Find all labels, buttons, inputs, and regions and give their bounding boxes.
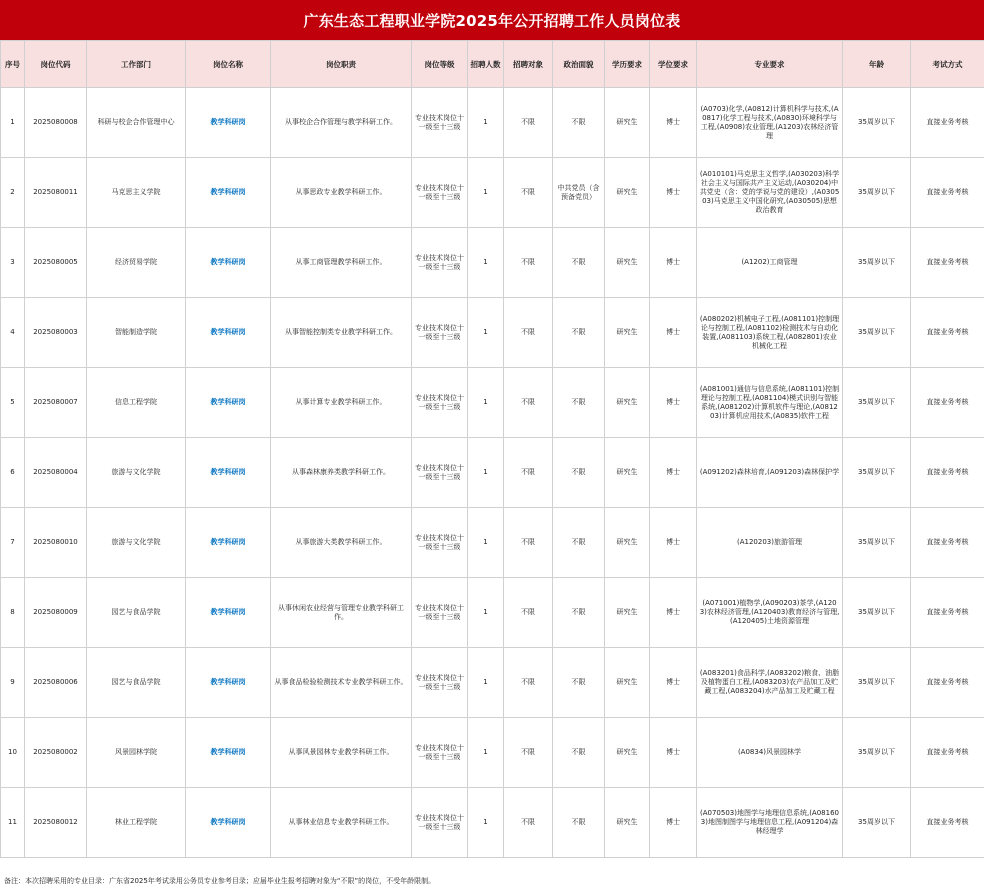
cell-exam: 直接业务考核 (911, 648, 984, 718)
cell-target: 不限 (504, 158, 553, 228)
cell-age: 35周岁以下 (843, 158, 911, 228)
header-name: 岗位名称 (186, 41, 271, 88)
cell-edu: 研究生 (605, 158, 650, 228)
cell-code: 2025080006 (25, 648, 87, 718)
table-row (1, 298, 984, 368)
cell-position-name: 教学科研岗 (186, 298, 271, 368)
cell-age: 35周岁以下 (843, 368, 911, 438)
cell-degree: 博士 (650, 438, 697, 508)
cell-age: 35周岁以下 (843, 578, 911, 648)
cell-exam: 直接业务考核 (911, 508, 984, 578)
cell-code: 2025080012 (25, 788, 87, 858)
cell-exam: 直接业务考核 (911, 298, 984, 368)
cell-major: (A0834)风景园林学 (697, 718, 843, 788)
header-politics: 政治面貌 (553, 41, 605, 88)
cell-no: 10 (1, 718, 25, 788)
cell-position-name: 教学科研岗 (186, 88, 271, 158)
table-row (1, 438, 984, 508)
table-row (1, 88, 984, 158)
cell-dept: 智能制造学院 (87, 298, 186, 368)
cell-level: 专业技术岗位十一级至十三级 (412, 368, 468, 438)
cell-dept: 旅游与文化学院 (87, 438, 186, 508)
header-level: 岗位等级 (412, 41, 468, 88)
cell-duty: 从事风景园林专业教学科研工作。 (271, 718, 412, 788)
cell-level: 专业技术岗位十一级至十三级 (412, 88, 468, 158)
cell-level: 专业技术岗位十一级至十三级 (412, 298, 468, 368)
cell-position-name: 教学科研岗 (186, 158, 271, 228)
cell-degree: 博士 (650, 158, 697, 228)
cell-level: 专业技术岗位十一级至十三级 (412, 158, 468, 228)
cell-major: (A010101)马克思主义哲学,(A030203)科学社会主义与国际共产主义运动,(A030204)中共党史（含：党的学说与党的建设）,(A030503)马克思主义中国化研究,(A030505)思想政治教育 (697, 158, 843, 228)
cell-duty: 从事计算专业教学科研工作。 (271, 368, 412, 438)
cell-position-name: 教学科研岗 (186, 438, 271, 508)
cell-dept: 园艺与食品学院 (87, 648, 186, 718)
cell-dept: 信息工程学院 (87, 368, 186, 438)
table-row (1, 578, 984, 648)
header-dept: 工作部门 (87, 41, 186, 88)
footnote: 备注：本次招聘采用的专业目录：广东省2025年考试录用公务员专业参考目录；应届毕业生报考招聘对象为“不限”的岗位，不受年龄限制。 (4, 877, 436, 885)
cell-edu: 研究生 (605, 578, 650, 648)
cell-code: 2025080003 (25, 298, 87, 368)
cell-code: 2025080009 (25, 578, 87, 648)
cell-major: (A080202)机械电子工程,(A081101)控制理论与控制工程,(A081102)检测技术与自动化装置,(A081103)系统工程,(A082801)农业机械化工程 (697, 298, 843, 368)
cell-level: 专业技术岗位十一级至十三级 (412, 228, 468, 298)
cell-target: 不限 (504, 228, 553, 298)
cell-count: 1 (468, 438, 504, 508)
cell-age: 35周岁以下 (843, 298, 911, 368)
cell-count: 1 (468, 718, 504, 788)
cell-exam: 直接业务考核 (911, 578, 984, 648)
header-row (1, 41, 984, 88)
header-target: 招聘对象 (504, 41, 553, 88)
cell-target: 不限 (504, 788, 553, 858)
cell-degree: 博士 (650, 88, 697, 158)
cell-exam: 直接业务考核 (911, 158, 984, 228)
cell-major: (A081001)通信与信息系统,(A081101)控制理论与控制工程,(A081104)模式识别与智能系统,(A081202)计算机软件与理论,(A081203)计算机应用技术,(A0835)软件工程 (697, 368, 843, 438)
cell-count: 1 (468, 508, 504, 578)
cell-major: (A0703)化学,(A0812)计算机科学与技术,(A0817)化学工程与技术,(A0830)环境科学与工程,(A0908)农业管理,(A1203)农林经济管理 (697, 88, 843, 158)
cell-politics: 不限 (553, 298, 605, 368)
cell-exam: 直接业务考核 (911, 718, 984, 788)
table-row (1, 718, 984, 788)
cell-code: 2025080005 (25, 228, 87, 298)
cell-degree: 博士 (650, 298, 697, 368)
cell-exam: 直接业务考核 (911, 788, 984, 858)
cell-duty: 从事校企合作管理与教学科研工作。 (271, 88, 412, 158)
cell-exam: 直接业务考核 (911, 228, 984, 298)
cell-age: 35周岁以下 (843, 508, 911, 578)
cell-no: 3 (1, 228, 25, 298)
table-row (1, 508, 984, 578)
cell-target: 不限 (504, 508, 553, 578)
cell-age: 35周岁以下 (843, 718, 911, 788)
cell-age: 35周岁以下 (843, 228, 911, 298)
cell-politics: 中共党员（含预备党员） (553, 158, 605, 228)
cell-degree: 博士 (650, 648, 697, 718)
cell-no: 9 (1, 648, 25, 718)
cell-degree: 博士 (650, 578, 697, 648)
cell-no: 6 (1, 438, 25, 508)
cell-target: 不限 (504, 718, 553, 788)
cell-count: 1 (468, 788, 504, 858)
cell-duty: 从事工商管理教学科研工作。 (271, 228, 412, 298)
cell-position-name: 教学科研岗 (186, 648, 271, 718)
cell-exam: 直接业务考核 (911, 438, 984, 508)
table-row (1, 788, 984, 858)
cell-code: 2025080002 (25, 718, 87, 788)
cell-code: 2025080011 (25, 158, 87, 228)
cell-level: 专业技术岗位十一级至十三级 (412, 508, 468, 578)
cell-target: 不限 (504, 368, 553, 438)
recruitment-table-container (0, 40, 984, 858)
cell-position-name: 教学科研岗 (186, 718, 271, 788)
cell-target: 不限 (504, 438, 553, 508)
cell-exam: 直接业务考核 (911, 88, 984, 158)
cell-politics: 不限 (553, 88, 605, 158)
cell-count: 1 (468, 648, 504, 718)
cell-count: 1 (468, 228, 504, 298)
header-no: 序号 (1, 41, 25, 88)
cell-major: (A083201)食品科学,(A083202)粮食、油脂及植物蛋白工程,(A083203)农产品加工及贮藏工程,(A083204)水产品加工及贮藏工程 (697, 648, 843, 718)
cell-edu: 研究生 (605, 788, 650, 858)
cell-no: 11 (1, 788, 25, 858)
cell-dept: 科研与校企合作管理中心 (87, 88, 186, 158)
cell-no: 2 (1, 158, 25, 228)
cell-edu: 研究生 (605, 298, 650, 368)
cell-position-name: 教学科研岗 (186, 788, 271, 858)
cell-degree: 博士 (650, 228, 697, 298)
cell-edu: 研究生 (605, 718, 650, 788)
cell-duty: 从事森林康养类教学科研工作。 (271, 438, 412, 508)
table-row (1, 158, 984, 228)
table-row (1, 648, 984, 718)
cell-politics: 不限 (553, 718, 605, 788)
cell-politics: 不限 (553, 228, 605, 298)
cell-major: (A1202)工商管理 (697, 228, 843, 298)
cell-position-name: 教学科研岗 (186, 578, 271, 648)
cell-degree: 博士 (650, 788, 697, 858)
cell-age: 35周岁以下 (843, 438, 911, 508)
cell-politics: 不限 (553, 578, 605, 648)
header-edu: 学历要求 (605, 41, 650, 88)
cell-count: 1 (468, 298, 504, 368)
cell-no: 7 (1, 508, 25, 578)
table-row (1, 228, 984, 298)
cell-level: 专业技术岗位十一级至十三级 (412, 788, 468, 858)
cell-count: 1 (468, 578, 504, 648)
cell-code: 2025080004 (25, 438, 87, 508)
cell-duty: 从事休闲农业经营与管理专业教学科研工作。 (271, 578, 412, 648)
cell-no: 8 (1, 578, 25, 648)
cell-politics: 不限 (553, 368, 605, 438)
cell-politics: 不限 (553, 648, 605, 718)
cell-no: 1 (1, 88, 25, 158)
header-major: 专业要求 (697, 41, 843, 88)
cell-dept: 林业工程学院 (87, 788, 186, 858)
table-row (1, 368, 984, 438)
cell-edu: 研究生 (605, 648, 650, 718)
cell-major: (A070503)地图学与地理信息系统,(A081603)地图制图学与地理信息工程,(A091204)森林经理学 (697, 788, 843, 858)
cell-target: 不限 (504, 88, 553, 158)
cell-major: (A071001)植物学,(A090203)茶学,(A1203)农林经济管理,(A120403)教育经济与管理,(A120405)土地资源管理 (697, 578, 843, 648)
cell-position-name: 教学科研岗 (186, 228, 271, 298)
header-duty: 岗位职责 (271, 41, 412, 88)
cell-politics: 不限 (553, 508, 605, 578)
cell-level: 专业技术岗位十一级至十三级 (412, 648, 468, 718)
cell-position-name: 教学科研岗 (186, 508, 271, 578)
table-body (1, 88, 984, 858)
recruitment-table (0, 40, 984, 858)
header-code: 岗位代码 (25, 41, 87, 88)
cell-edu: 研究生 (605, 368, 650, 438)
cell-code: 2025080008 (25, 88, 87, 158)
cell-edu: 研究生 (605, 228, 650, 298)
cell-target: 不限 (504, 578, 553, 648)
cell-level: 专业技术岗位十一级至十三级 (412, 438, 468, 508)
cell-count: 1 (468, 158, 504, 228)
cell-dept: 经济贸易学院 (87, 228, 186, 298)
cell-duty: 从事旅游大类教学科研工作。 (271, 508, 412, 578)
cell-no: 4 (1, 298, 25, 368)
cell-code: 2025080007 (25, 368, 87, 438)
cell-level: 专业技术岗位十一级至十三级 (412, 578, 468, 648)
cell-target: 不限 (504, 648, 553, 718)
cell-politics: 不限 (553, 788, 605, 858)
cell-dept: 旅游与文化学院 (87, 508, 186, 578)
cell-duty: 从事林业信息专业教学科研工作。 (271, 788, 412, 858)
cell-edu: 研究生 (605, 438, 650, 508)
cell-politics: 不限 (553, 438, 605, 508)
cell-degree: 博士 (650, 718, 697, 788)
cell-dept: 马克思主义学院 (87, 158, 186, 228)
cell-major: (A091202)森林培育,(A091203)森林保护学 (697, 438, 843, 508)
cell-target: 不限 (504, 298, 553, 368)
header-age: 年龄 (843, 41, 911, 88)
cell-code: 2025080010 (25, 508, 87, 578)
cell-count: 1 (468, 88, 504, 158)
cell-degree: 博士 (650, 508, 697, 578)
cell-no: 5 (1, 368, 25, 438)
header-exam: 考试方式 (911, 41, 984, 88)
cell-level: 专业技术岗位十一级至十三级 (412, 718, 468, 788)
cell-edu: 研究生 (605, 88, 650, 158)
cell-exam: 直接业务考核 (911, 368, 984, 438)
cell-duty: 从事食品检验检测技术专业教学科研工作。 (271, 648, 412, 718)
cell-dept: 园艺与食品学院 (87, 578, 186, 648)
cell-age: 35周岁以下 (843, 788, 911, 858)
header-count: 招聘人数 (468, 41, 504, 88)
cell-degree: 博士 (650, 368, 697, 438)
cell-dept: 风景园林学院 (87, 718, 186, 788)
cell-age: 35周岁以下 (843, 88, 911, 158)
cell-duty: 从事智能控制类专业教学科研工作。 (271, 298, 412, 368)
header-degree: 学位要求 (650, 41, 697, 88)
cell-count: 1 (468, 368, 504, 438)
cell-major: (A120203)旅游管理 (697, 508, 843, 578)
cell-age: 35周岁以下 (843, 648, 911, 718)
cell-duty: 从事思政专业教学科研工作。 (271, 158, 412, 228)
cell-position-name: 教学科研岗 (186, 368, 271, 438)
page-title: 广东生态工程职业学院2025年公开招聘工作人员岗位表 (0, 0, 984, 40)
cell-edu: 研究生 (605, 508, 650, 578)
